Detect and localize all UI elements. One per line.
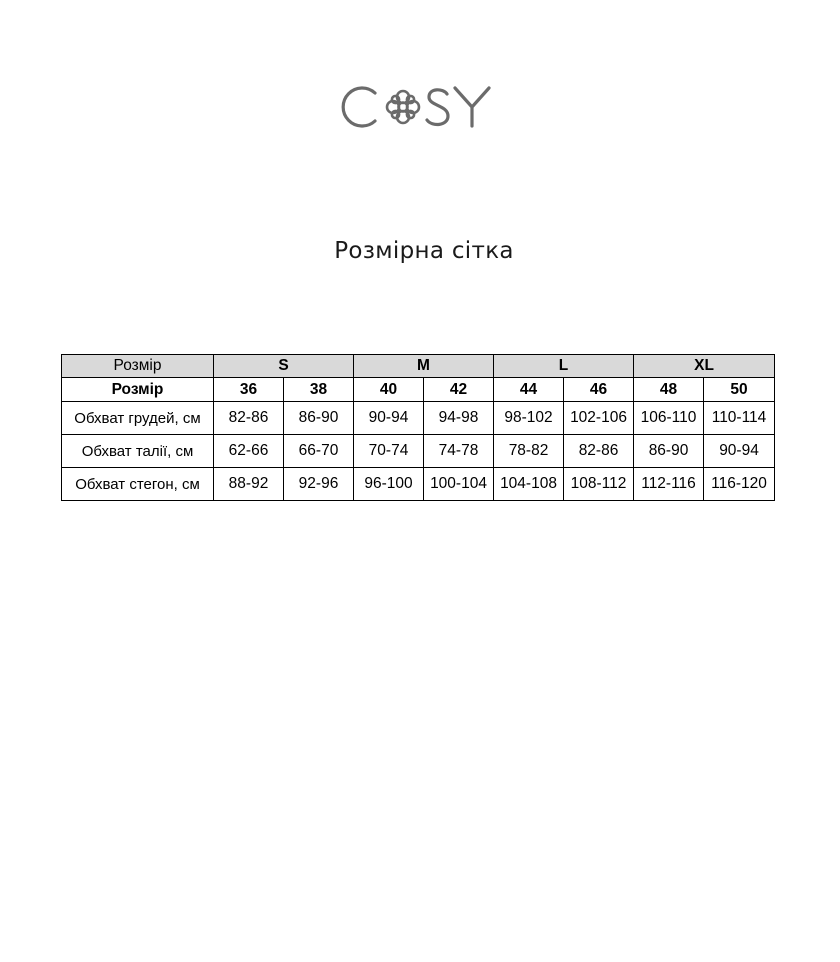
size-number-cell: 50 <box>704 378 775 402</box>
size-group-m: M <box>354 355 494 378</box>
size-group-s: S <box>214 355 354 378</box>
table-cell: 78-82 <box>494 435 564 468</box>
size-number-cell: 42 <box>424 378 494 402</box>
size-number-cell: 46 <box>564 378 634 402</box>
table-cell: 94-98 <box>424 402 494 435</box>
table-cell: 70-74 <box>354 435 424 468</box>
size-group-header-row <box>62 355 775 378</box>
size-chart-table <box>61 354 775 501</box>
table-cell: 116-120 <box>704 468 775 501</box>
row-label: Обхват стегон, см <box>62 468 214 501</box>
table-cell: 88-92 <box>214 468 284 501</box>
table-cell: 108-112 <box>564 468 634 501</box>
brand-logo <box>0 78 840 140</box>
table-cell: 82-86 <box>214 402 284 435</box>
table-cell: 96-100 <box>354 468 424 501</box>
table-cell: 86-90 <box>634 435 704 468</box>
table-cell: 90-94 <box>354 402 424 435</box>
row-label: Обхват талії, см <box>62 435 214 468</box>
cosy-logo <box>335 78 505 140</box>
row-label: Обхват грудей, см <box>62 402 214 435</box>
table-cell: 82-86 <box>564 435 634 468</box>
table-cell: 90-94 <box>704 435 775 468</box>
size-group-l: L <box>494 355 634 378</box>
table-cell: 86-90 <box>284 402 354 435</box>
table-row-hips <box>62 468 775 501</box>
logo-letter-s <box>427 90 448 125</box>
table-row-chest <box>62 402 775 435</box>
table-cell: 104-108 <box>494 468 564 501</box>
size-row-label: Розмір <box>62 378 214 402</box>
table-cell: 98-102 <box>494 402 564 435</box>
table-cell: 66-70 <box>284 435 354 468</box>
table-cell: 106-110 <box>634 402 704 435</box>
table-cell: 100-104 <box>424 468 494 501</box>
size-number-cell: 44 <box>494 378 564 402</box>
table-cell: 62-66 <box>214 435 284 468</box>
table-cell: 110-114 <box>704 402 775 435</box>
table-row-waist <box>62 435 775 468</box>
flower-knot-icon <box>387 91 419 123</box>
page-title: Розмірна сітка <box>334 238 514 264</box>
size-number-cell: 38 <box>284 378 354 402</box>
logo-letter-y <box>455 88 489 126</box>
logo-letter-c <box>343 88 375 126</box>
size-number-row <box>62 378 775 402</box>
table-cell: 74-78 <box>424 435 494 468</box>
table-cell: 112-116 <box>634 468 704 501</box>
table-cell: 92-96 <box>284 468 354 501</box>
size-number-cell: 40 <box>354 378 424 402</box>
table-cell: 102-106 <box>564 402 634 435</box>
group-header-label: Розмір <box>62 355 214 378</box>
size-group-xl: XL <box>634 355 775 378</box>
size-number-cell: 48 <box>634 378 704 402</box>
size-number-cell: 36 <box>214 378 284 402</box>
